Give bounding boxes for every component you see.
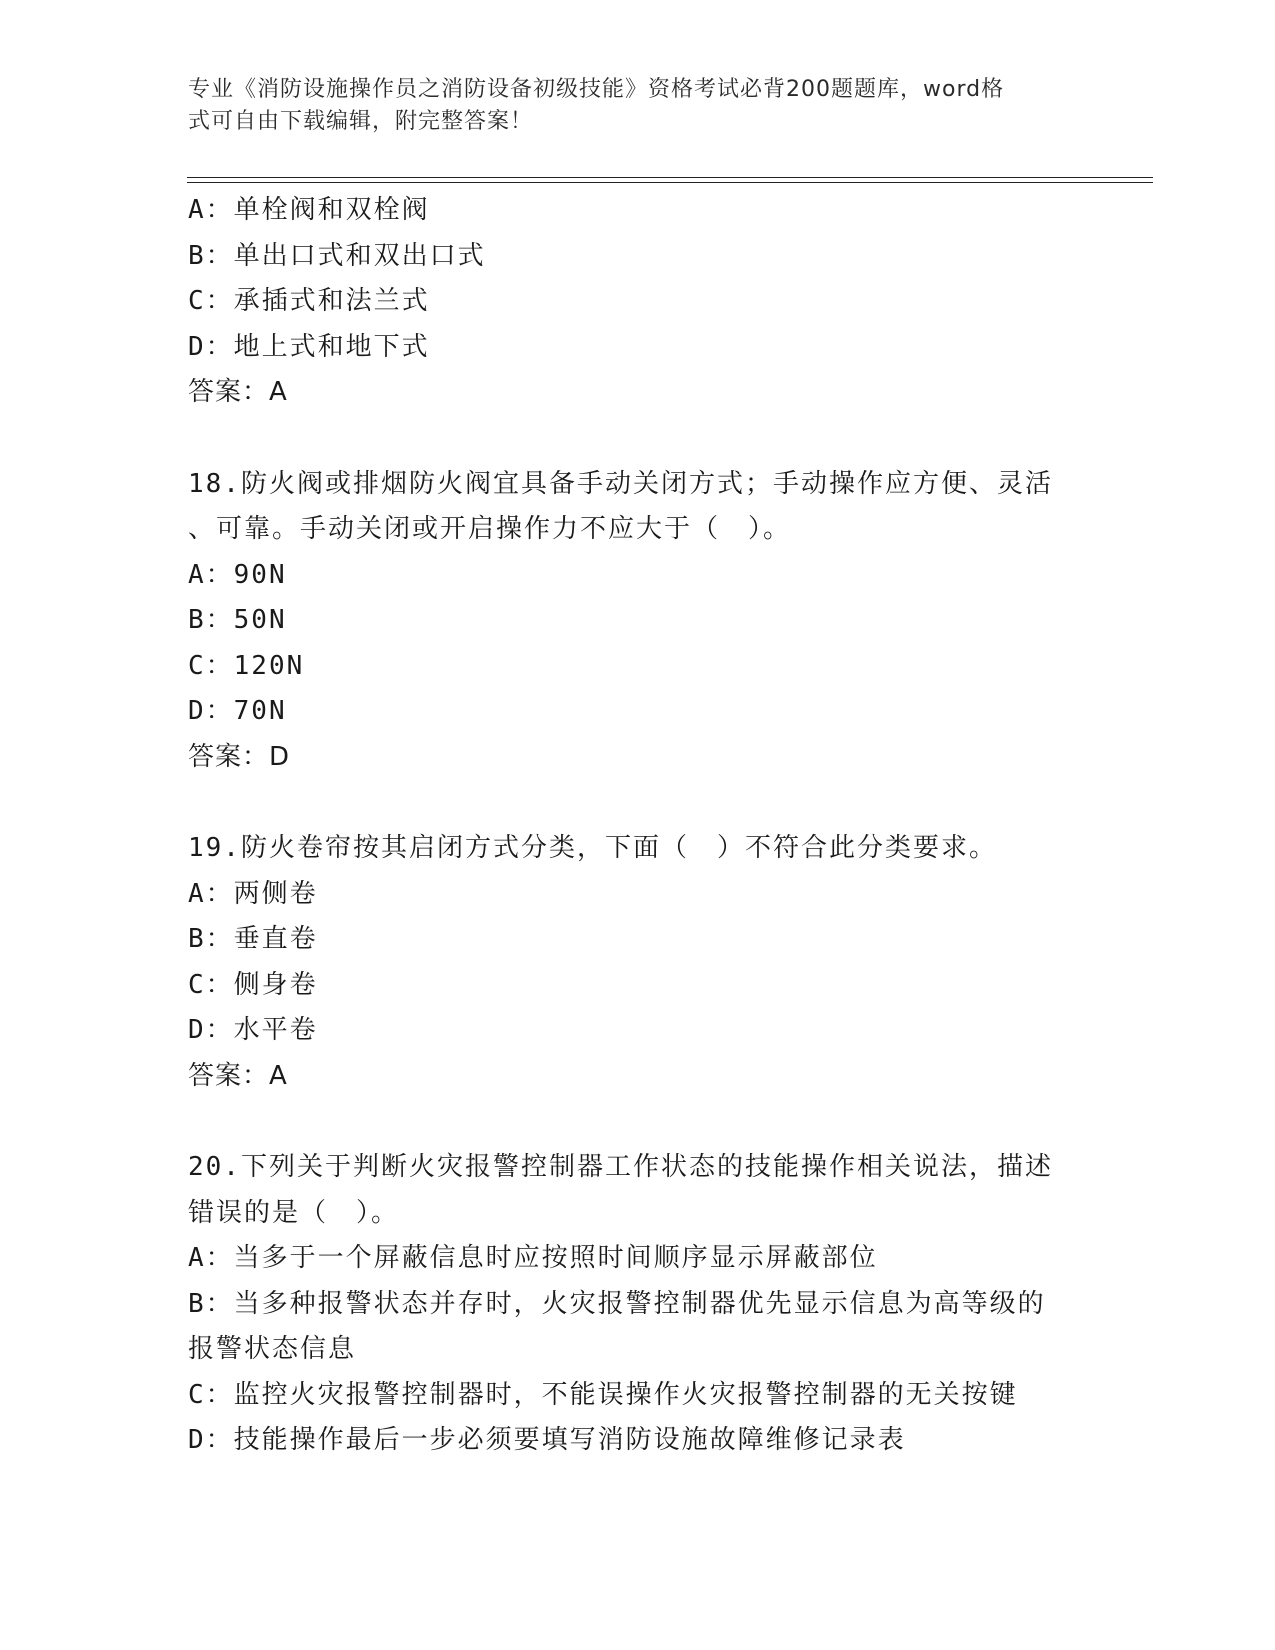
answer-line: 答案：A: [188, 1060, 288, 1091]
option-c: C：监控火灾报警控制器时，不能误操作火灾报警控制器的无关按键: [188, 1379, 1018, 1410]
question-spacer: [188, 780, 1088, 826]
document-header: [188, 74, 1068, 138]
header-divider-bottom: [187, 182, 1153, 183]
option-a: A：单栓阀和双栓阀: [188, 195, 430, 225]
question-stem-line-1: 19.防火卷帘按其启闭方式分类，下面（ ）不符合此分类要求。: [188, 833, 997, 863]
question-18: [188, 462, 1088, 781]
question-stem-line-2: 、可靠。手动关闭或开启操作力不应大于（ ）。: [188, 514, 792, 544]
option-b: B：当多种报警状态并存时，火灾报警控制器优先显示信息为高等级的: [188, 1288, 1046, 1319]
answer-line: 答案：A: [188, 377, 288, 407]
option-c: C：侧身卷: [188, 969, 318, 1000]
option-c: C：120N: [188, 650, 305, 681]
header-divider-top: [187, 177, 1153, 178]
question-spacer: [188, 1099, 1088, 1145]
header-line-2: 式可自由下载编辑，附完整答案！: [188, 109, 534, 134]
option-a: A：两侧卷: [188, 878, 318, 909]
option-b: B：垂直卷: [188, 924, 318, 954]
question-19: [188, 826, 1088, 1099]
option-d: D：地上式和地下式: [188, 331, 430, 362]
option-d: D：70N: [188, 696, 287, 726]
option-b-continued: 报警状态信息: [188, 1334, 357, 1364]
question-17: [188, 188, 1088, 416]
question-stem-line-1: 20.下列关于判断火灾报警控制器工作状态的技能操作相关说法，描述: [188, 1152, 1053, 1182]
question-spacer: [188, 416, 1088, 462]
question-20: [188, 1145, 1088, 1464]
question-stem-line-1: 18.防火阀或排烟防火阀宜具备手动关闭方式；手动操作应方便、灵活: [188, 468, 1053, 499]
option-a: A：当多于一个屏蔽信息时应按照时间顺序显示屏蔽部位: [188, 1243, 878, 1273]
option-c: C：承插式和法兰式: [188, 286, 430, 316]
option-d: D：技能操作最后一步必须要填写消防设施故障维修记录表: [188, 1425, 906, 1455]
header-line-1: 专业《消防设施操作员之消防设备初级技能》资格考试必背200题题库，word格: [188, 77, 1005, 102]
option-d: D：水平卷: [188, 1015, 318, 1045]
answer-line: 答案：D: [188, 741, 291, 772]
option-a: A：90N: [188, 559, 287, 590]
question-list: [188, 188, 1088, 1464]
option-b: B：单出口式和双出口式: [188, 240, 486, 271]
option-b: B：50N: [188, 605, 287, 635]
question-stem-line-2: 错误的是（ ）。: [188, 1197, 400, 1228]
